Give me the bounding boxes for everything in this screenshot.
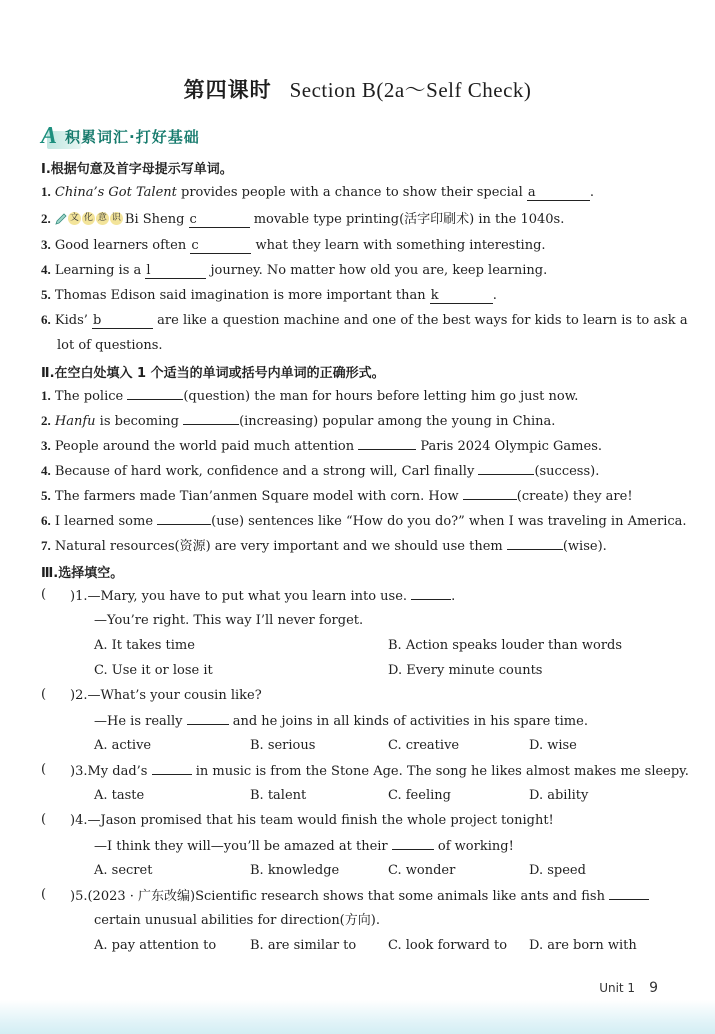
- answer-blank[interactable]: [187, 712, 229, 725]
- p2-question-3: 3. People around the world paid much attention Paris 2024 Olympic Games.: [41, 438, 603, 454]
- p1-question-4: 4. Learning is a l journey. No matter how old you are, keep learning.: [41, 262, 548, 278]
- p1-question-1: 1. China’s Got Talent provides people with a chance to show their special a .: [41, 184, 595, 200]
- p2-question-6: 6. I learned some (use) sentences like “How do you do?” when I was traveling in America.: [41, 513, 687, 529]
- p3-question-4: )4.—Jason promised that his team would finish the whole project tonight!: [70, 813, 554, 828]
- section-a-label: 积累词汇·打好基础: [65, 127, 200, 146]
- answer-blank[interactable]: [463, 487, 517, 500]
- footer-decoration: [0, 1000, 715, 1034]
- option-a[interactable]: A. secret: [94, 863, 153, 878]
- answer-blank[interactable]: [157, 512, 211, 525]
- p3-question-1: )1.—Mary, you have to put what you learn into use. .: [70, 589, 456, 604]
- unit-label: Unit 1: [599, 981, 636, 995]
- section-label: Section B(2a～Self Check): [289, 78, 532, 102]
- option-a[interactable]: A. taste: [94, 788, 145, 803]
- option-a[interactable]: A. It takes time: [94, 638, 195, 653]
- p1-question-6: 6. Kids’ b are like a question machine and one of the best ways for kids to learn is to ask a: [41, 312, 688, 328]
- answer-blank[interactable]: [478, 462, 534, 475]
- p2-question-2: 2. Hanfu is becoming (increasing) popular among the young in China.: [41, 413, 556, 429]
- pencil-icon: [55, 213, 67, 225]
- part3-heading: Ⅲ.选择填空。: [41, 566, 124, 581]
- option-c[interactable]: C. creative: [388, 738, 460, 753]
- p3-question-5-cont: certain unusual abilities for direction(方向).: [94, 913, 380, 928]
- section-a-letter: A: [41, 122, 58, 149]
- answer-bracket[interactable]: (: [41, 587, 47, 602]
- p1-question-6-cont: lot of questions.: [57, 338, 163, 353]
- answer-bracket[interactable]: (: [41, 887, 47, 902]
- lesson-label: 第四课时: [183, 78, 272, 102]
- answer-blank[interactable]: k: [430, 289, 493, 304]
- page-number: 9: [649, 980, 658, 996]
- option-d[interactable]: D. Every minute counts: [388, 663, 543, 678]
- answer-bracket[interactable]: (: [41, 687, 47, 702]
- answer-blank[interactable]: c: [189, 213, 250, 228]
- option-d[interactable]: D. wise: [529, 738, 577, 753]
- p2-question-4: 4. Because of hard work, confidence and a strong will, Carl finally (success).: [41, 463, 600, 479]
- answer-bracket[interactable]: (: [41, 812, 47, 827]
- option-c[interactable]: C. feeling: [388, 788, 451, 803]
- answer-blank[interactable]: [152, 762, 192, 775]
- p2-question-5: 5. The farmers made Tian’anmen Square model with corn. How (create) they are!: [41, 488, 633, 504]
- option-c[interactable]: C. Use it or lose it: [94, 663, 213, 678]
- answer-blank[interactable]: c: [190, 239, 251, 254]
- p2-question-1: 1. The police (question) the man for hours before letting him go just now.: [41, 388, 579, 404]
- option-d[interactable]: D. speed: [529, 863, 586, 878]
- answer-blank[interactable]: [411, 587, 451, 600]
- option-d[interactable]: D. are born with: [529, 938, 637, 953]
- option-b[interactable]: B. Action speaks louder than words: [388, 638, 623, 653]
- option-c[interactable]: C. look forward to: [388, 938, 508, 953]
- answer-blank[interactable]: [127, 387, 183, 400]
- option-b[interactable]: B. are similar to: [250, 938, 357, 953]
- p2-question-7: 7. Natural resources(资源) are very important and we should use them (wise).: [41, 538, 607, 554]
- p3-question-3: )3.My dad’s in music is from the Stone Age. The song he likes almost makes me sleepy.: [70, 764, 689, 779]
- answer-blank[interactable]: a: [527, 186, 590, 201]
- option-a[interactable]: A. pay attention to: [94, 938, 217, 953]
- option-b[interactable]: B. talent: [250, 788, 307, 803]
- answer-blank[interactable]: [392, 837, 434, 850]
- answer-blank[interactable]: [609, 887, 649, 900]
- option-a[interactable]: A. active: [94, 738, 152, 753]
- option-b[interactable]: B. serious: [250, 738, 316, 753]
- answer-bracket[interactable]: (: [41, 762, 47, 777]
- answer-blank[interactable]: [358, 437, 416, 450]
- part1-heading: Ⅰ.根据句意及首字母提示写单词。: [41, 162, 233, 177]
- p3-question-2: )2.—What’s your cousin like?: [70, 688, 262, 703]
- p1-question-3: 3. Good learners often c what they learn with something interesting.: [41, 237, 546, 253]
- option-d[interactable]: D. ability: [529, 788, 589, 803]
- p3-question-1-reply: —You’re right. This way I’ll never forget.: [94, 613, 364, 628]
- p3-question-2-reply: —He is really and he joins in all kinds of activities in his spare time.: [94, 714, 588, 729]
- part2-heading: Ⅱ.在空白处填入 1 个适当的单词或括号内单词的正确形式。: [41, 366, 385, 381]
- page-footer: [599, 980, 658, 996]
- option-b[interactable]: B. knowledge: [250, 863, 340, 878]
- page-title: [0, 74, 715, 104]
- p3-question-4-reply: —I think they will—you’ll be amazed at their of working!: [94, 839, 514, 854]
- p1-question-5: 5. Thomas Edison said imagination is more important than k .: [41, 287, 497, 303]
- answer-blank[interactable]: [507, 537, 563, 550]
- section-a-banner: [41, 123, 200, 149]
- p3-question-5: )5.(2023 · 广东改编)Scientific research shows that some animals like ants and fish: [70, 887, 649, 906]
- option-c[interactable]: C. wonder: [388, 863, 456, 878]
- answer-blank[interactable]: b: [92, 314, 153, 329]
- p1-question-2: 2. 文 化 意 识 Bi Sheng c movable type printing(活字印刷术) in the 1040s.: [41, 211, 565, 227]
- culture-awareness-badge: 文 化 意 识: [55, 212, 123, 225]
- answer-blank[interactable]: l: [145, 264, 206, 279]
- answer-blank[interactable]: [183, 412, 239, 425]
